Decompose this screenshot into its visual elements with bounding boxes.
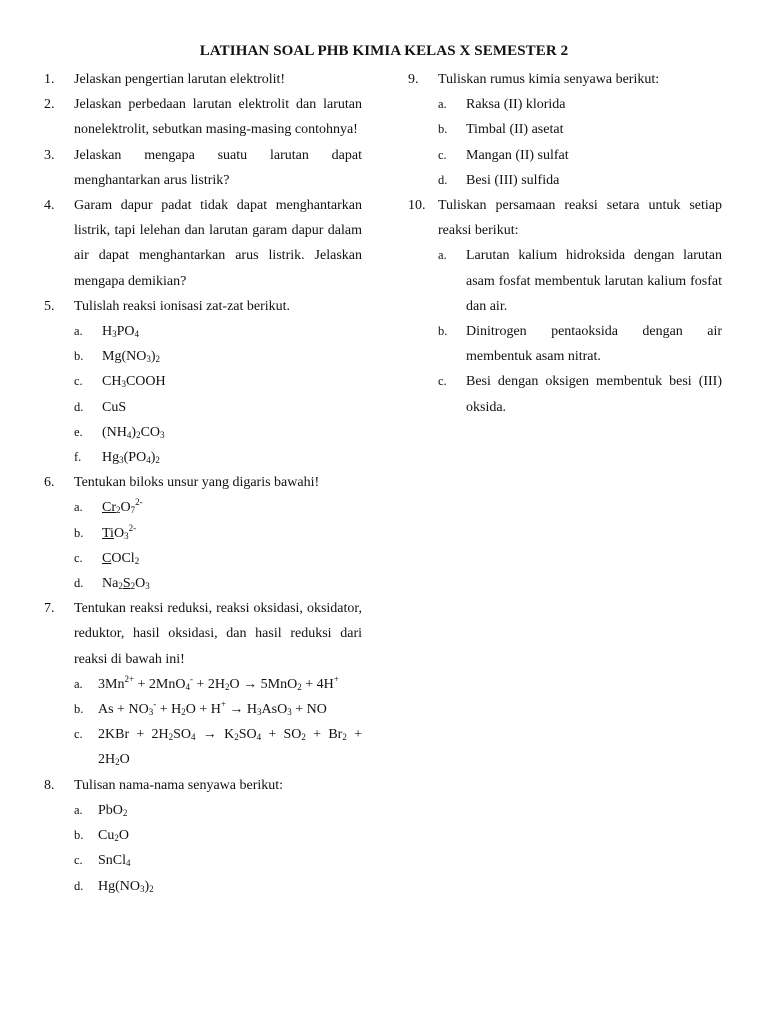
option-letter: b.: [74, 525, 84, 540]
formula: $Hg(NO_3)_2$: [98, 878, 154, 894]
option-6d: [44, 571, 362, 596]
formula: $H_3PO_4$: [102, 324, 140, 340]
option-9b: [408, 117, 722, 142]
option-letter: a.: [438, 97, 447, 112]
option-letter: a.: [74, 802, 83, 817]
option-6b: [44, 521, 362, 546]
formula: $Hg_3(PO_4)_2$: [102, 450, 160, 466]
option-10c: [408, 369, 722, 419]
option-text: Timbal (II) asetat: [466, 122, 564, 138]
option-letter: c.: [74, 550, 83, 565]
option-letter: b.: [74, 702, 84, 717]
question-6: [44, 470, 362, 495]
option-10b: [408, 319, 722, 369]
option-text: Dinitrogen pentaoksida dengan air membentuk asam nitrat.: [466, 324, 722, 365]
option-7c: [44, 722, 362, 772]
option-letter: b.: [74, 828, 84, 843]
equation: $2KBr + 2H_2SO_4 \to K_2SO_4 + SO_2 + Br_2 + 2H_2O$: [98, 727, 362, 768]
option-letter: d.: [74, 878, 84, 893]
formula: $(NH_4)_2CO_3$: [102, 424, 165, 440]
formula: $Na_2S_2O_3$: [102, 576, 150, 592]
question-text: Jelaskan pengertian larutan elektrolit!: [74, 72, 286, 87]
option-7b: [44, 697, 362, 722]
formula: $CH_3COOH$: [102, 374, 166, 390]
option-text: Besi (III) sulfida: [466, 172, 560, 188]
option-6a: [44, 495, 362, 520]
option-5e: [44, 420, 362, 445]
question-5: [44, 294, 362, 319]
question-3: [44, 143, 362, 193]
option-8d: [44, 874, 362, 899]
formula: COCl$_2$: [102, 550, 140, 566]
question-text: Tentukan reaksi reduksi, reaksi oksidasi, oksidator, reduktor, hasil oksidasi, dan hasil reduksi dari reaksi di bawah ini!: [74, 601, 362, 667]
formula: PbO$_2$: [98, 802, 128, 818]
option-letter: b.: [438, 324, 448, 339]
option-5f: [44, 445, 362, 470]
question-number: 8.: [44, 777, 55, 793]
option-letter: c.: [74, 727, 83, 742]
option-9d: [408, 168, 722, 193]
option-5b: [44, 344, 362, 369]
option-letter: c.: [438, 374, 447, 389]
option-9a: [408, 92, 722, 117]
option-8a: [44, 798, 362, 823]
option-letter: c.: [74, 853, 83, 868]
page-title: LATIHAN SOAL PHB KIMIA KELAS X SEMESTER 2: [199, 43, 569, 59]
option-letter: d.: [438, 172, 448, 187]
option-letter: c.: [438, 147, 447, 162]
option-letter: a.: [74, 324, 83, 339]
right-column: [408, 67, 722, 420]
question-text: Tuliskan rumus kimia senyawa berikut:: [438, 72, 660, 87]
option-5c: [44, 369, 362, 394]
equation: $3Mn^{2+} + 2MnO_4^- + 2H_2O \to 5MnO_2 + 4H^+$: [98, 673, 339, 692]
option-letter: f.: [74, 450, 82, 465]
equation: $As + NO_3^- + H_2O + H^+ \to H_3AsO_3$ + NO: [98, 699, 327, 718]
formula: $Cu_2O$: [98, 828, 129, 844]
option-7a: [44, 672, 362, 697]
option-5a: [44, 319, 362, 344]
option-letter: b.: [438, 122, 448, 137]
option-10a: [408, 243, 722, 319]
option-9c: [408, 143, 722, 168]
question-text: Jelaskan perbedaan larutan elektrolit dan larutan nonelektrolit, sebutkan masing-masing contohnya!: [74, 97, 362, 138]
option-text: Larutan kalium hidroksida dengan larutan asam fosfat membentuk larutan kalium fosfat dan air.: [466, 248, 722, 314]
question-number: 1.: [44, 72, 55, 87]
option-letter: d.: [74, 399, 84, 414]
option-letter: a.: [438, 248, 447, 263]
question-text: Tentukan biloks unsur yang digaris bawahi!: [74, 475, 320, 491]
option-8b: [44, 823, 362, 848]
option-letter: b.: [74, 349, 84, 364]
formula: $Mg(NO_3)_2$: [102, 349, 161, 365]
option-letter: c.: [74, 374, 83, 389]
question-number: 3.: [44, 147, 55, 163]
question-number: 2.: [44, 97, 55, 113]
question-number: 6.: [44, 475, 55, 491]
question-text: Tulislah reaksi ionisasi zat-zat berikut.: [74, 298, 291, 314]
option-6c: [44, 546, 362, 571]
question-number: 10.: [408, 198, 426, 214]
question-4: [44, 193, 362, 294]
question-1: [44, 67, 362, 92]
formula: TiO$_3^{2-}$: [102, 522, 137, 541]
question-8: [44, 773, 362, 798]
option-letter: a.: [74, 500, 83, 515]
question-10: [408, 193, 722, 243]
formula: CuS: [102, 399, 127, 415]
question-text: Garam dapur padat tidak dapat menghantarkan listrik, tapi lelehan dan larutan garam dapur dalam air dapat menghantarkan arus listrik. Jelaskan mengapa demikian?: [74, 198, 362, 289]
option-5d: [44, 395, 362, 420]
option-letter: d.: [74, 576, 84, 591]
question-2: [44, 92, 362, 142]
question-number: 4.: [44, 198, 55, 214]
option-text: Raksa (II) klorida: [466, 97, 566, 113]
option-text: Mangan (II) sulfat: [466, 147, 569, 163]
question-7: [44, 596, 362, 672]
question-text: Tuliskan persamaan reaksi setara untuk setiap reaksi berikut:: [438, 198, 722, 239]
option-letter: e.: [74, 424, 83, 439]
question-number: 7.: [44, 601, 55, 617]
formula: $Cr_2O_7^{2-}$: [102, 497, 143, 516]
option-text: Besi dengan oksigen membentuk besi (III) oksida.: [466, 374, 722, 415]
question-number: 5.: [44, 298, 55, 314]
option-letter: a.: [74, 676, 83, 691]
left-column: [44, 67, 362, 899]
question-number: 9.: [408, 72, 419, 87]
option-8c: [44, 848, 362, 873]
question-9: [408, 67, 722, 92]
question-text: Tulisan nama-nama senyawa berikut:: [74, 777, 284, 793]
formula: SnCl$_4$: [98, 853, 131, 869]
question-text: Jelaskan mengapa suatu larutan dapat menghantarkan arus listrik?: [74, 147, 362, 188]
